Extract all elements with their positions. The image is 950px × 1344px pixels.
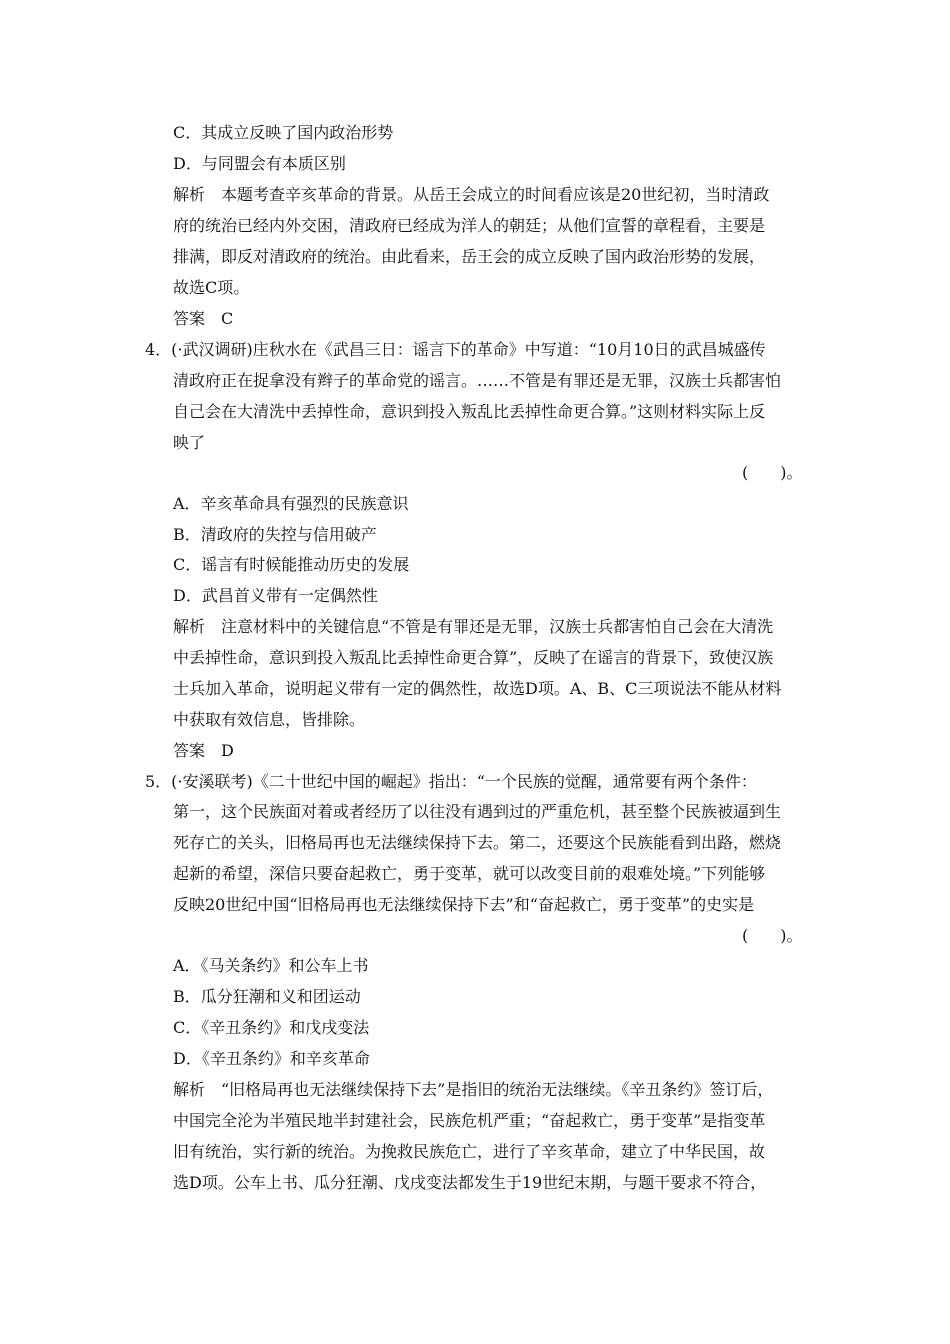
q4-analysis-line-2: 中丢掉性命，意识到投入叛乱比丢掉性命更合算”，反映了在谣言的背景下，致使汉族 (173, 648, 774, 667)
q5-analysis-line-2: 中国完全沦为半殖民地半封建社会，民族危机严重；“奋起救亡，勇于变革”是指变革 (173, 1111, 766, 1130)
q3-analysis-line-2: 府的统治已经内外交困，清政府已经成为洋人的朝廷；从他们宣誓的章程看，主要是 (173, 216, 766, 235)
q5-analysis-line-4: 选D项。公车上书、瓜分狂潮、戊戌变法都发生于19世纪末期，与题干要求不符合， (173, 1173, 767, 1192)
q5-option-d: D．《辛丑条约》和辛亥革命 (173, 1049, 370, 1068)
q5-stem-line-2: 第一，这个民族面对着或者经历了以往没有遇到过的严重危机，甚至整个民族被逼到生 (173, 802, 782, 821)
q5-stem-line-1: 5．(·安溪联考)《二十世纪中国的崛起》指出：“一个民族的觉醒，通常要有两个条件： (145, 772, 757, 791)
q3-analysis-line-3: 排满，即反对清政府的统治。由此看来，岳王会的成立反映了国内政治形势的发展， (173, 247, 766, 266)
q3-answer: 答案 C (173, 309, 234, 328)
q4-answer-blank: ( )。 (742, 463, 803, 482)
q4-option-a: A．辛亥革命具有强烈的民族意识 (173, 494, 409, 513)
q3-option-c: C．其成立反映了国内政治形势 (173, 123, 394, 142)
q5-stem-line-5: 反映20世纪中国“旧格局再也无法继续保持下去”和“奋起救亡，勇于变革”的史实是 (173, 895, 755, 914)
q5-option-c: C．《辛丑条约》和戊戌变法 (173, 1018, 370, 1037)
q4-analysis-line-1: 解析 注意材料中的关键信息“不管是有罪还是无罪，汉族士兵都害怕自己会在大清洗 (173, 617, 774, 636)
q5-analysis-line-1: 解析 “旧格局再也无法继续保持下去”是指旧的统治无法继续。《辛丑条约》签订后， (173, 1080, 774, 1099)
q3-option-d: D．与同盟会有本质区别 (173, 154, 346, 173)
q5-option-b: B．瓜分狂潮和义和团运动 (173, 987, 361, 1006)
q4-answer: 答案 D (173, 741, 234, 760)
q4-analysis-line-4: 中获取有效信息，皆排除。 (173, 710, 366, 729)
q3-analysis-line-4: 故选C项。 (173, 278, 250, 297)
q4-stem-line-4: 映了 (173, 433, 206, 452)
q4-stem-line-3: 自己会在大清洗中丢掉性命，意识到投入叛乱比丢掉性命更合算。”这则材料实际上反 (173, 402, 766, 421)
q5-option-a: A．《马关条约》和公车上书 (173, 956, 369, 975)
q5-stem-line-4: 起新的希望，深信只要奋起救亡，勇于变革，就可以改变目前的艰难处境。”下列能够 (173, 864, 766, 883)
q4-option-c: C．谣言有时候能推动历史的发展 (173, 555, 410, 574)
q5-answer-blank: ( )。 (742, 926, 803, 945)
q4-stem-line-2: 清政府正在捉拿没有辫子的革命党的谣言。……不管是有罪还是无罪，汉族士兵都害怕 (173, 371, 782, 390)
q3-analysis-line-1: 解析 本题考查辛亥革命的背景。从岳王会成立的时间看应该是20世纪初，当时清政 (173, 185, 770, 204)
q4-option-b: B．清政府的失控与信用破产 (173, 525, 377, 544)
q5-analysis-line-3: 旧有统治，实行新的统治。为挽救民族危亡，进行了辛亥革命，建立了中华民国，故 (173, 1142, 766, 1161)
q4-analysis-line-3: 士兵加入革命，说明起义带有一定的偶然性，故选D项。A、B、C三项说法不能从材料 (173, 679, 782, 698)
q4-stem-line-1: 4．(·武汉调研)庄秋水在《武昌三日：谣言下的革命》中写道：“10月10日的武昌城盛传 (145, 340, 766, 359)
q4-option-d: D．武昌首义带有一定偶然性 (173, 586, 378, 605)
q5-stem-line-3: 死存亡的关头，旧格局再也无法继续保持下去。第二，还要这个民族能看到出路，燃烧 (173, 833, 782, 852)
